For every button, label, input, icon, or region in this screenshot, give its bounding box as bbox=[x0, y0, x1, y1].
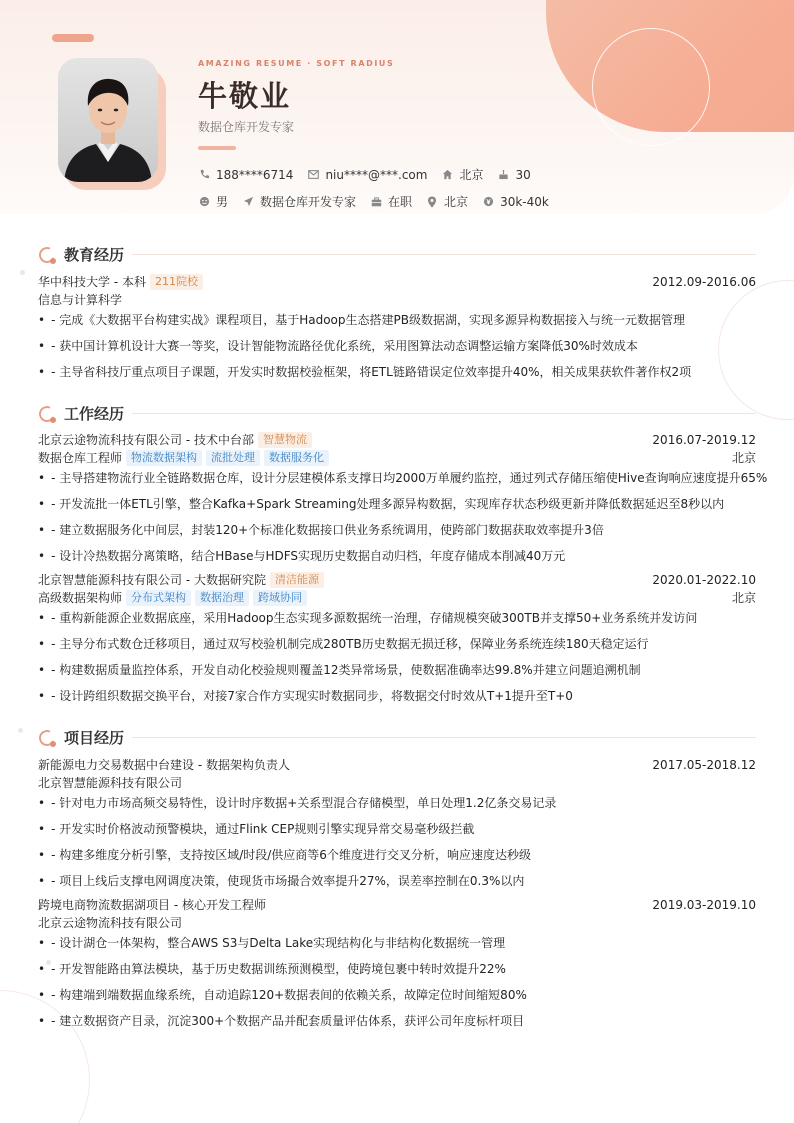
section-icon bbox=[38, 246, 56, 264]
project-date: 2019.03-2019.10 bbox=[652, 898, 756, 912]
employment-status-item: 在职 bbox=[370, 193, 412, 210]
home-city-item: 北京 bbox=[441, 166, 483, 183]
salary-item: 30k-40k bbox=[482, 195, 549, 209]
resume-header bbox=[0, 0, 794, 214]
job-role: 数据仓库工程师 bbox=[38, 451, 123, 465]
company-name: 北京云途物流科技有限公司 - 技术中台部 bbox=[38, 433, 254, 447]
skill-tag: 分布式架构 bbox=[126, 590, 191, 606]
project-entry-header bbox=[38, 897, 756, 913]
job-role: 高级数据架构师 bbox=[38, 591, 123, 605]
gender-item: 男 bbox=[198, 193, 228, 210]
project-bullet: • - 开发实时价格波动预警模块，通过Flink CEP规则引擎实现异常交易毫秒级拦截 bbox=[38, 821, 756, 837]
section-icon bbox=[38, 405, 56, 423]
phone-icon bbox=[198, 169, 210, 181]
skill-tag: 数据服务化 bbox=[264, 450, 329, 466]
section-icon bbox=[38, 729, 56, 747]
job-bullet: • - 主导搭建物流行业全链路数据仓库，设计分层建模体系支撑日均2000万单履约监控，通过列式存储压缩使Hive查询响应速度提升65% bbox=[38, 470, 756, 486]
section-divider bbox=[132, 737, 756, 738]
candidate-job-title: 数据仓库开发专家 bbox=[198, 120, 295, 134]
send-icon bbox=[242, 196, 254, 208]
project-company: 北京云途物流科技有限公司 bbox=[38, 916, 183, 930]
job-entry-header bbox=[38, 572, 756, 588]
job-bullet: • - 建立数据服务化中间层，封装120+个标准化数据接口供业务系统调用，使跨部门数据获取效率提升3倍 bbox=[38, 522, 756, 538]
project-bullet: • - 设计湖仓一体架构，整合AWS S3与Delta Lake实现结构化与非结构化数据统一管理 bbox=[38, 935, 756, 951]
education-bullet: • - 主导省科技厅重点项目子课题，开发实时数据校验框架，将ETL链路错误定位效率提升40%，相关成果获软件著作权2项 bbox=[38, 364, 756, 380]
projects-section-header bbox=[38, 727, 756, 748]
industry-tag: 智慧物流 bbox=[258, 432, 312, 448]
gender-icon bbox=[198, 196, 210, 208]
target-job-item: 数据仓库开发专家 bbox=[242, 193, 356, 210]
work-section-header bbox=[38, 403, 756, 424]
company-name: 北京智慧能源科技有限公司 - 大数据研究院 bbox=[38, 573, 266, 587]
education-bullet: • - 完成《大数据平台构建实战》课程项目，基于Hadoop生态搭建PB级数据湖，实现多源异构数据接入与统一元数据管理 bbox=[38, 312, 756, 328]
phone-item: 188****6714 bbox=[198, 168, 293, 182]
job-bullet: • - 设计跨组织数据交换平台，对接7家合作方实现实时数据同步，将数据交付时效从T+1提升至T+0 bbox=[38, 688, 756, 704]
job-bullet: • - 开发流批一体ETL引擎，整合Kafka+Spark Streaming处理多源异构数据，实现库存状态秒级更新并降低数据延迟至8秒以内 bbox=[38, 496, 756, 512]
age-item: 30 bbox=[497, 168, 530, 182]
project-entry-header bbox=[38, 757, 756, 773]
education-section-header bbox=[38, 244, 756, 265]
education-bullet: • - 获中国计算机设计大赛一等奖，设计智能物流路径优化系统，采用图算法动态调整运输方案降低30%时效成本 bbox=[38, 338, 756, 354]
status-info-row bbox=[198, 193, 563, 210]
job-bullet: • - 构建数据质量监控体系，开发自动化校验规则覆盖12类异常场景，使数据准确率达99.8%并建立问题追溯机制 bbox=[38, 662, 756, 678]
industry-tag: 清洁能源 bbox=[270, 572, 324, 588]
project-bullet: • - 开发智能路由算法模块，基于历史数据训练预测模型，使跨境包裹中转时效提升22% bbox=[38, 961, 756, 977]
skill-tag: 物流数据架构 bbox=[126, 450, 202, 466]
skill-tag: 流批处理 bbox=[206, 450, 260, 466]
skill-tag: 跨域协同 bbox=[253, 590, 307, 606]
project-date: 2017.05-2018.12 bbox=[652, 758, 756, 772]
location-icon bbox=[426, 196, 438, 208]
resume-tagline: AMAZING RESUME · SOFT RADIUS bbox=[198, 59, 395, 68]
project-bullet: • - 构建端到端数据血缘系统，自动追踪120+数据表间的依赖关系，故障定位时间缩短80% bbox=[38, 987, 756, 1003]
home-icon bbox=[441, 169, 453, 181]
cake-icon bbox=[497, 169, 509, 181]
skill-tag: 数据治理 bbox=[195, 590, 249, 606]
decorative-dot bbox=[20, 270, 25, 275]
project-bullet: • - 建立数据资产目录，沉淀300+个数据产品并配套质量评估体系，获评公司年度标杆项目 bbox=[38, 1013, 756, 1029]
mail-icon bbox=[307, 169, 319, 181]
section-divider bbox=[132, 254, 756, 255]
decorative-ring bbox=[592, 28, 710, 146]
school-name: 华中科技大学 - 本科 bbox=[38, 275, 146, 289]
education-date: 2012.09-2016.06 bbox=[652, 275, 756, 289]
accent-bar bbox=[52, 34, 94, 42]
job-bullet: • - 重构新能源企业数据底座，采用Hadoop生态实现多源数据统一治理，存储规模突破300TB并支撑50+业务系统并发访问 bbox=[38, 610, 756, 626]
target-city-item: 北京 bbox=[426, 193, 468, 210]
education-entry-header bbox=[38, 274, 756, 290]
title-underline bbox=[198, 146, 236, 150]
job-date: 2020.01-2022.10 bbox=[652, 573, 756, 587]
project-bullet: • - 构建多维度分析引擎，支持按区域/时段/供应商等6个维度进行交叉分析，响应速度达秒级 bbox=[38, 847, 756, 863]
project-company: 北京智慧能源科技有限公司 bbox=[38, 776, 183, 790]
email-item: niu****@***.com bbox=[307, 168, 427, 182]
candidate-name: 牛敬业 bbox=[198, 79, 292, 113]
job-entry-header bbox=[38, 432, 756, 448]
project-name: 新能源电力交易数据中台建设 - 数据架构负责人 bbox=[38, 758, 290, 772]
job-role-line bbox=[38, 450, 756, 466]
briefcase-icon bbox=[370, 196, 382, 208]
project-bullet: • - 针对电力市场高频交易特性，设计时序数据+关系型混合存储模型，单日处理1.2亿条交易记录 bbox=[38, 795, 756, 811]
school-tag: 211院校 bbox=[150, 274, 203, 290]
job-role-line bbox=[38, 590, 756, 606]
job-bullet: • - 设计冷热数据分离策略，结合HBase与HDFS实现历史数据自动归档，年度存储成本削减40万元 bbox=[38, 548, 756, 564]
decorative-dot bbox=[18, 728, 23, 733]
job-city: 北京 bbox=[731, 591, 756, 605]
section-divider bbox=[132, 413, 756, 414]
section-title: 教育经历 bbox=[64, 246, 125, 264]
job-bullet: • - 主导分布式数仓迁移项目，通过双写校验机制完成280TB历史数据无损迁移，保障业务系统连续180天稳定运行 bbox=[38, 636, 756, 652]
section-title: 工作经历 bbox=[64, 405, 125, 423]
avatar bbox=[58, 58, 158, 182]
salary-icon bbox=[482, 196, 494, 208]
job-date: 2016.07-2019.12 bbox=[652, 433, 756, 447]
project-bullet: • - 项目上线后支撑电网调度决策，使现货市场撮合效率提升27%，误差率控制在0.3%以内 bbox=[38, 873, 756, 889]
education-major: 信息与计算科学 bbox=[38, 293, 123, 307]
job-city: 北京 bbox=[731, 451, 756, 465]
project-name: 跨境电商物流数据湖项目 - 核心开发工程师 bbox=[38, 898, 266, 912]
contact-info-row bbox=[198, 166, 545, 183]
decorative-circle bbox=[0, 990, 90, 1123]
section-title: 项目经历 bbox=[64, 729, 125, 747]
